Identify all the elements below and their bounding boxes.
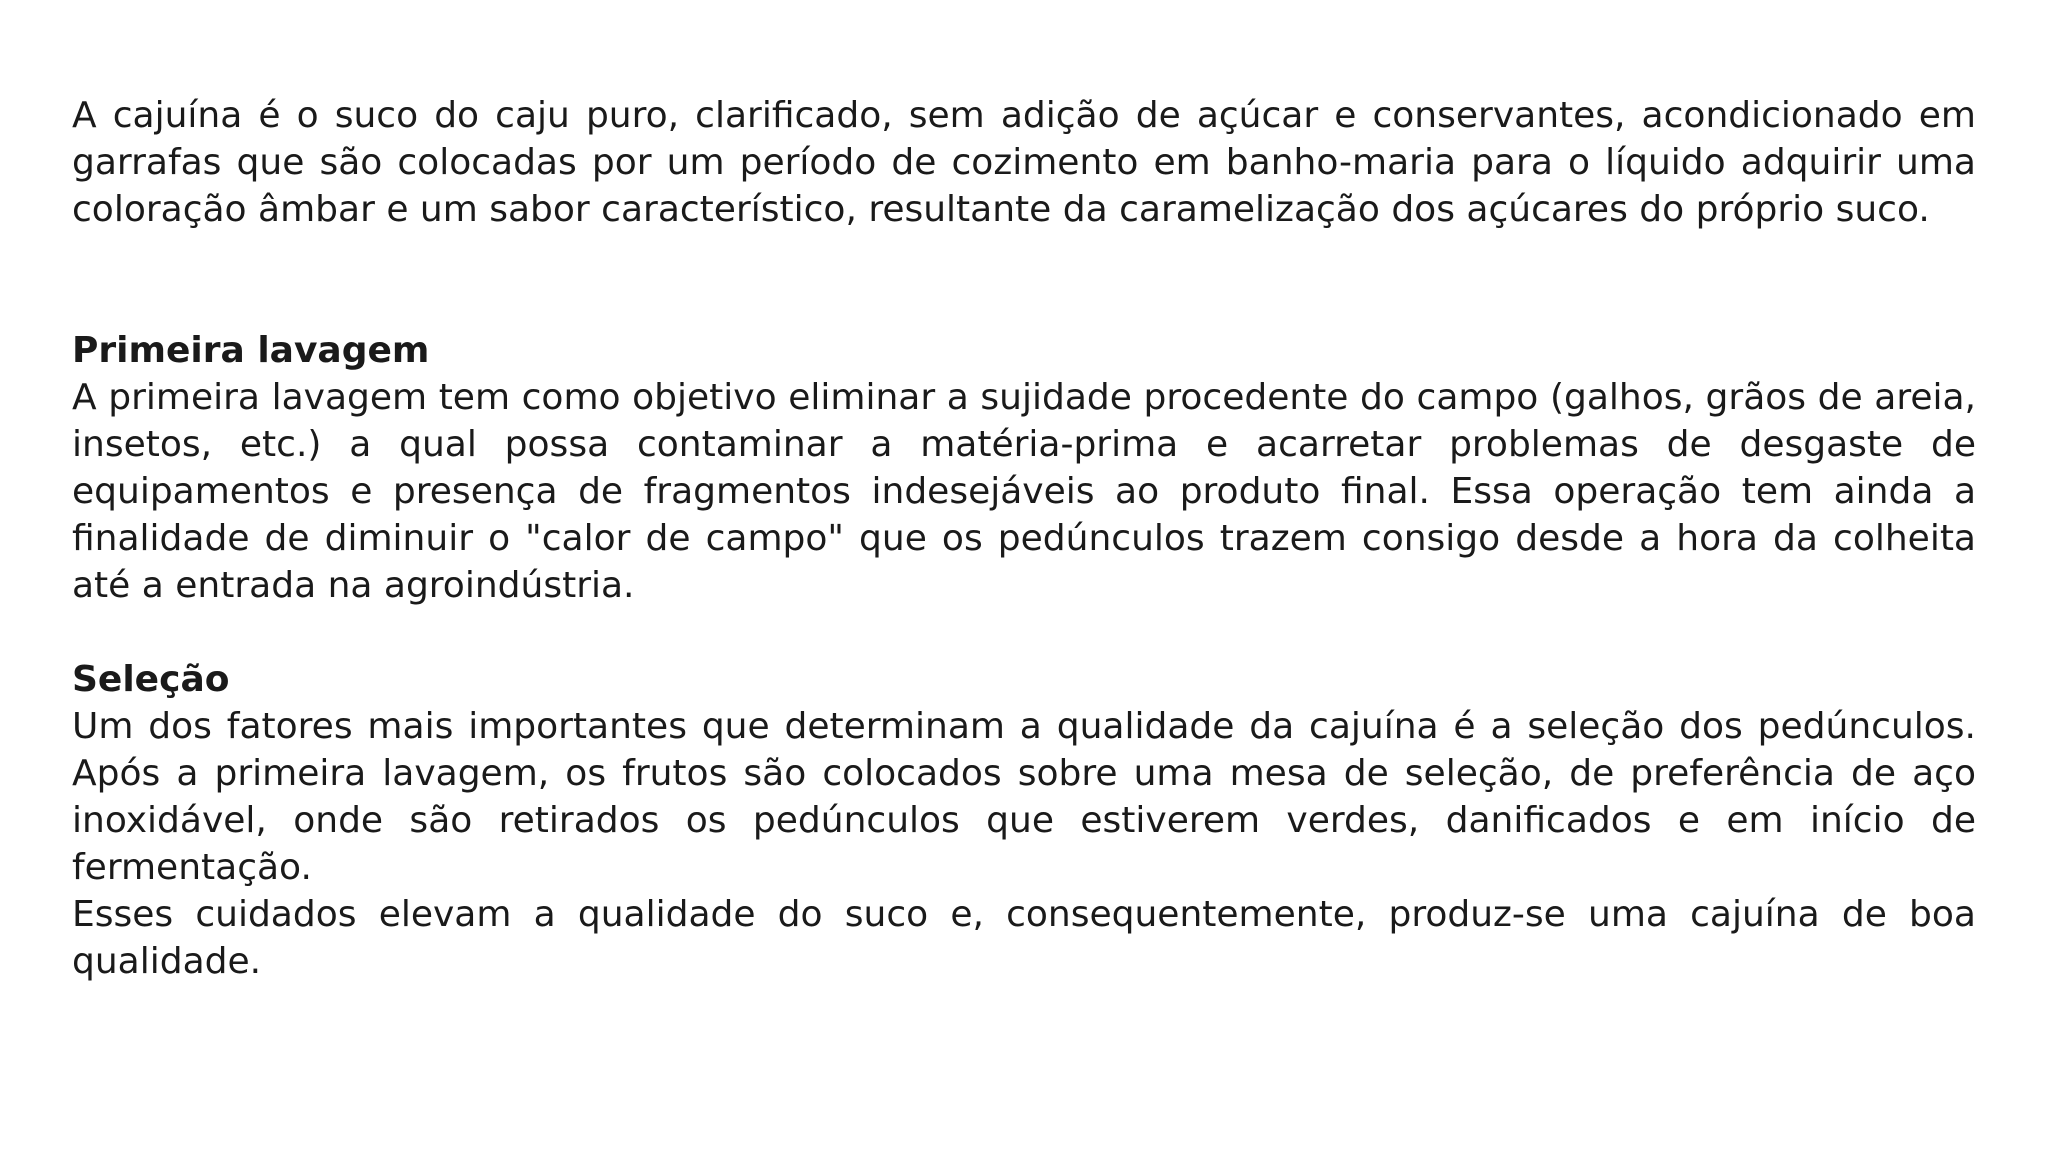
section-primeira-lavagem	[72, 327, 1976, 609]
section-paragraph: Esses cuidados elevam a qualidade do suco e, consequentemente, produz-se uma cajuína de boa qualidade.	[72, 894, 1976, 982]
intro-paragraph: A cajuína é o suco do caju puro, clarificado, sem adição de açúcar e conservantes, acondicionado em garrafas que são colocadas por um período de cozimento em banho-maria para o líquido adquirir uma coloração âmbar e um sabor característico, resultante da caramelização dos açúcares do próprio suco.	[72, 95, 1976, 230]
section-heading: Primeira lavagem	[72, 330, 430, 371]
section-selecao	[72, 656, 1976, 985]
section-paragraph: A primeira lavagem tem como objetivo eliminar a sujidade procedente do campo (galhos, grãos de areia, insetos, etc.) a qual possa contaminar a matéria-prima e acarretar problemas de desgaste de equipamentos e presença de fragmentos indesejáveis ao produto final. Essa operação tem ainda a finalidade de diminuir o "calor de campo" que os pedúnculos trazem consigo desde a hora da colheita até a entrada na agroindústria.	[72, 377, 1976, 606]
section-heading: Seleção	[72, 659, 230, 700]
section-paragraph: Um dos fatores mais importantes que determinam a qualidade da cajuína é a seleção dos pedúnculos. Após a primeira lavagem, os frutos são colocados sobre uma mesa de seleção, de preferência de aço inoxidável, onde são retirados os pedúnculos que estiverem verdes, danificados e em início de fermentação.	[72, 706, 1976, 888]
